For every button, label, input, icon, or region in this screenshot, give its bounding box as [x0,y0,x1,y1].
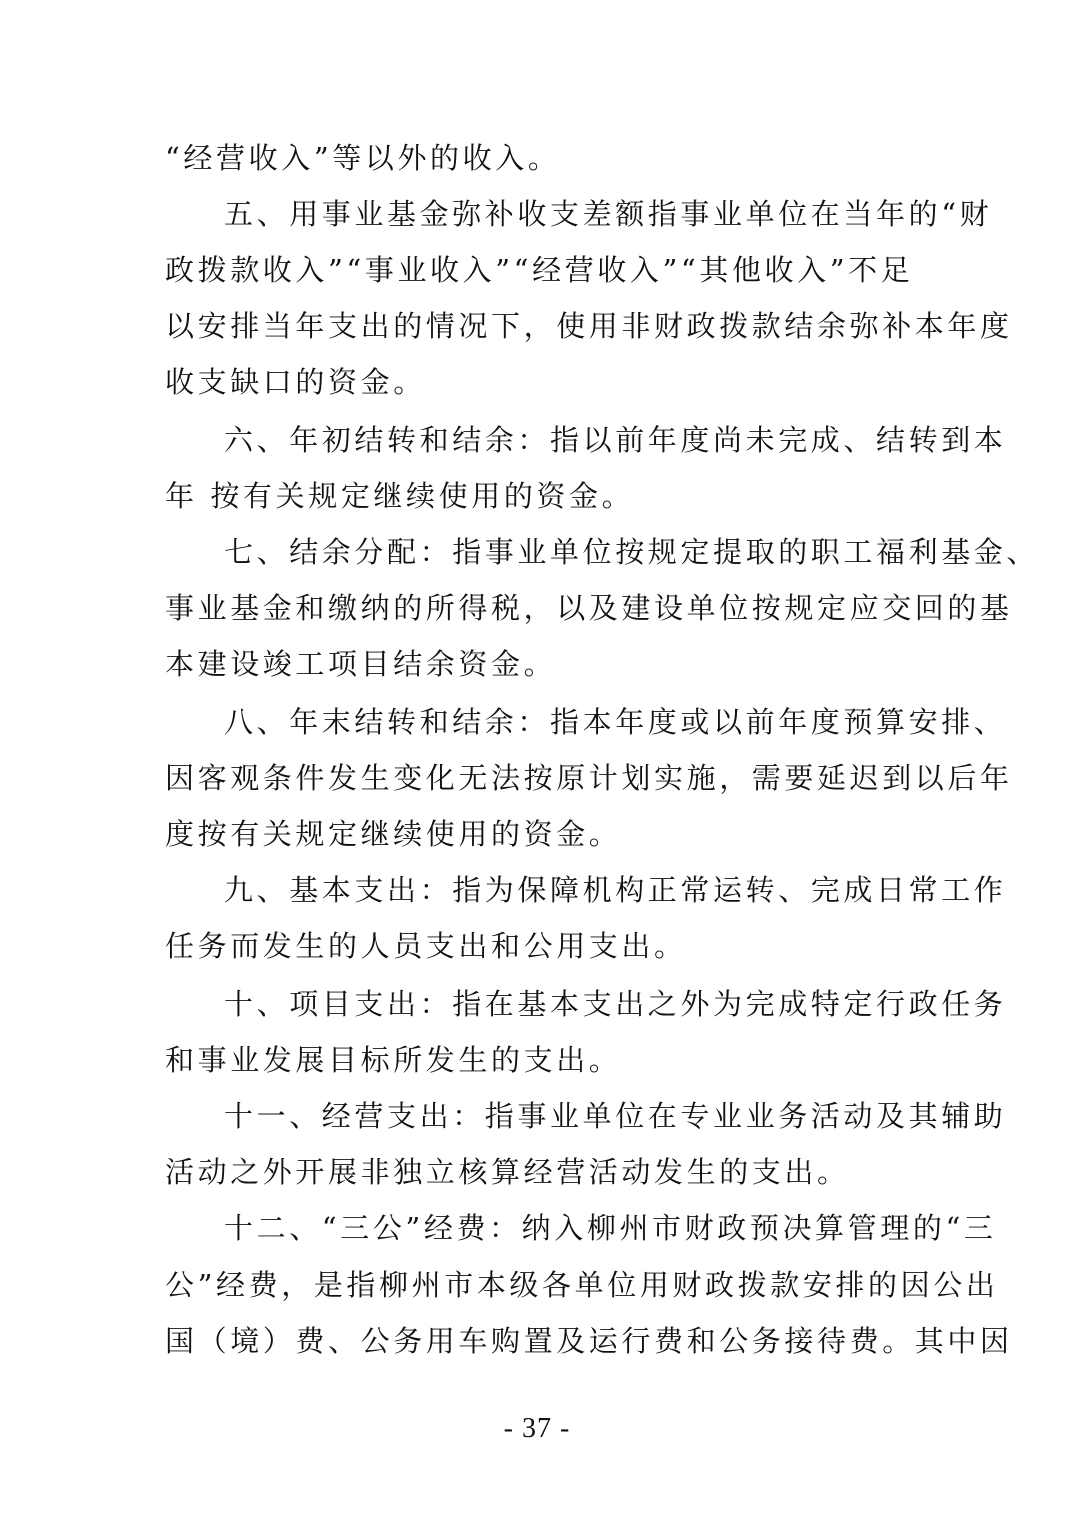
paragraph-6-line-1: 六、年初结转和结余：指以前年度尚未完成、结转到本 [224,423,1007,457]
paragraph-8-line-1: 八、年末结转和结余：指本年度或以前年度预算安排、 [224,705,1007,739]
paragraph-6-line-2: 年 按有关规定继续使用的资金。 [165,479,635,513]
paragraph-12-line-1: 十二、“三公”经费：纳入柳州市财政预决算管理的“三 [224,1211,997,1245]
paragraph-9-line-2: 任务而发生的人员支出和公用支出。 [165,929,687,963]
paragraph-12-line-2: 公”经费，是指柳州市本级各单位用财政拨款安排的因公出 [165,1268,999,1302]
paragraph-11-line-2: 活动之外开展非独立核算经营活动发生的支出。 [165,1155,850,1189]
paragraph-7-line-2: 事业基金和缴纳的所得税，以及建设单位按规定应交回的基 [165,591,1013,625]
paragraph-7-line-3: 本建设竣工项目结余资金。 [165,647,557,681]
paragraph-8-line-3: 度按有关规定继续使用的资金。 [165,817,622,851]
paragraph-10-line-2: 和事业发展目标所发生的支出。 [165,1043,622,1077]
paragraph-7-line-1: 七、结余分配：指事业单位按规定提取的职工福利基金、 [224,535,1040,569]
paragraph-11-line-1: 十一、经营支出：指事业单位在专业业务活动及其辅助 [224,1099,1007,1133]
paragraph-5-line-3: 以安排当年支出的情况下，使用非财政拨款结余弥补本年度 [165,309,1013,343]
paragraph-5-line-1: 五、用事业基金弥补收支差额指事业单位在当年的“财 [224,197,993,231]
paragraph-12-line-3: 国（境）费、公务用车购置及运行费和公务接待费。其中因 [165,1324,1013,1358]
text-line-1: “经营收入”等以外的收入。 [165,141,561,175]
paragraph-9-line-1: 九、基本支出：指为保障机构正常运转、完成日常工作 [224,873,1007,907]
page-number: - 37 - [503,1413,571,1444]
paragraph-8-line-2: 因客观条件发生变化无法按原计划实施，需要延迟到以后年 [165,761,1013,795]
paragraph-5-line-4: 收支缺口的资金。 [165,365,426,399]
paragraph-10-line-1: 十、项目支出：指在基本支出之外为完成特定行政任务 [224,987,1007,1021]
paragraph-5-line-2: 政拨款收入”“事业收入”“经营收入”“其他收入”不足 [165,253,914,287]
